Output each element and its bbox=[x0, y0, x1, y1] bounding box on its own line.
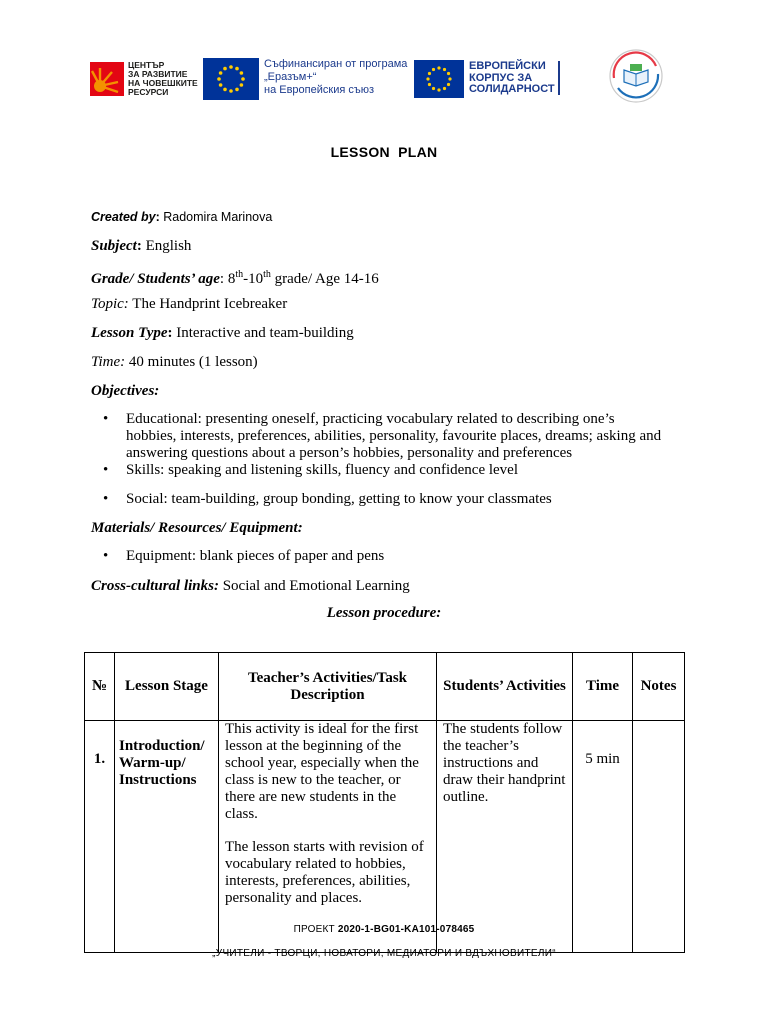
teacher-paragraph-2: The lesson starts with revision of vocabulary related to hobbies, interests, preferences, abilities, personality and places. bbox=[225, 839, 424, 906]
eu-star-icon bbox=[432, 87, 435, 90]
eu-star-icon bbox=[437, 88, 440, 91]
bullet-icon: • bbox=[103, 548, 109, 564]
footer-project-prefix: ПРОЕКТ bbox=[293, 924, 335, 935]
topic-value: The Handprint Icebreaker bbox=[132, 296, 288, 312]
row-notes bbox=[633, 721, 685, 953]
eu-cofunded-text bbox=[264, 58, 414, 97]
eu-star-icon bbox=[229, 89, 233, 93]
sun-icon bbox=[90, 62, 124, 96]
created-by-value: Radomira Marinova bbox=[163, 210, 273, 224]
procedure-title: Lesson procedure: bbox=[326, 605, 442, 621]
eu-star-icon bbox=[428, 72, 431, 75]
cross-cultural-value: Social and Emotional Learning bbox=[222, 578, 410, 594]
eu-star-icon bbox=[443, 68, 446, 71]
grade-to-sup: th bbox=[263, 269, 271, 280]
eu-cofunded-line-2: „Еразъм+“ bbox=[264, 71, 317, 83]
eu-star-icon bbox=[428, 83, 431, 86]
eu-star-icon bbox=[217, 77, 221, 81]
lesson-type-label: Lesson Type bbox=[91, 325, 168, 341]
esc-line-2: КОРПУС ЗА bbox=[469, 71, 533, 84]
grade-from-sup: th bbox=[235, 269, 244, 280]
eu-cofunded-line-1: Съфинансиран от програма bbox=[264, 58, 408, 70]
eu-star-icon bbox=[223, 67, 227, 71]
table-header-row bbox=[85, 653, 685, 721]
csr-line-1: ЦЕНТЪР bbox=[128, 60, 165, 70]
time-value: 40 minutes (1 lesson) bbox=[128, 354, 258, 370]
eu-star-icon bbox=[448, 77, 451, 80]
objective-social: Social: team-building, group bonding, getting to know your classmates bbox=[126, 491, 552, 507]
created-by-line: Created by: Radomira Marinova bbox=[91, 210, 273, 224]
lesson-type-value: Interactive and team-building bbox=[176, 325, 354, 341]
footer-project bbox=[0, 924, 768, 935]
esc-text bbox=[469, 61, 555, 96]
esc-flag-icon bbox=[414, 60, 464, 98]
eu-star-icon bbox=[241, 77, 245, 81]
csr-line-2: ЗА РАЗВИТИЕ bbox=[128, 69, 188, 79]
cross-cultural-label: Cross-cultural links: bbox=[91, 578, 219, 594]
csr-line-4: РЕСУРСИ bbox=[128, 87, 169, 97]
eu-star-icon bbox=[426, 77, 429, 80]
topic-line bbox=[91, 295, 287, 313]
eu-star-icon bbox=[235, 88, 239, 92]
esc-line-3: СОЛИДАРНОСТ bbox=[469, 83, 555, 95]
row-student-activities: The students follow the teacher’s instructions and draw their handprint outline. bbox=[437, 721, 573, 953]
subject-line: Subject: English bbox=[91, 238, 192, 254]
eu-star-icon bbox=[219, 71, 223, 75]
grade-label: Grade/ Students’ age bbox=[91, 271, 220, 287]
objective-educational: Educational: presenting oneself, practicing vocabulary related to describing one’s hobbies, interests, preferences, abilities, personality, favourite places, dreams; asking and answering questions about a person’s hobbies, personality and preferences bbox=[126, 411, 662, 461]
footer-project-code: 2020-1-BG01-KA101-078465 bbox=[337, 924, 475, 935]
csr-logo bbox=[90, 58, 202, 100]
created-by-label: Created by bbox=[91, 210, 156, 224]
footer-slogan: „УЧИТЕЛИ - ТВОРЦИ, НОВАТОРИ, МЕДИАТОРИ И ВДЪХНОВИТЕЛИ“ bbox=[212, 948, 556, 959]
bullet-icon: • bbox=[103, 411, 109, 427]
esc-divider bbox=[558, 61, 560, 95]
esc-line-1: ЕВРОПЕЙСКИ bbox=[469, 60, 546, 72]
col-header-notes: Notes bbox=[633, 653, 685, 721]
col-header-teacher: Teacher’s Activities/Task Description bbox=[219, 653, 437, 721]
time-line bbox=[91, 353, 258, 371]
eu-cofunded-line-3: на Европейския съюз bbox=[264, 84, 375, 96]
csr-logo-text bbox=[128, 61, 198, 97]
school-logo-icon bbox=[608, 48, 664, 104]
eu-flag-icon bbox=[203, 58, 259, 100]
eu-star-icon bbox=[447, 72, 450, 75]
col-header-students: Students’ Activities bbox=[437, 653, 573, 721]
grade-from: 8 bbox=[227, 271, 236, 287]
row-number: 1. bbox=[85, 721, 115, 953]
subject-label: Subject bbox=[91, 238, 137, 254]
topic-label: Topic: bbox=[91, 296, 129, 312]
bullet-icon: • bbox=[103, 462, 109, 478]
cross-cultural-line bbox=[91, 577, 410, 595]
materials-label: Materials/ Resources/ Equipment: bbox=[91, 520, 303, 536]
col-header-time: Time bbox=[573, 653, 633, 721]
row-stage: Introduction/ Warm-up/ Instructions bbox=[115, 721, 219, 953]
eu-star-icon bbox=[432, 68, 435, 71]
eu-star-icon bbox=[235, 67, 239, 71]
grade-to: 10 bbox=[248, 271, 264, 287]
col-header-number: № bbox=[85, 653, 115, 721]
grade-line: Grade/ Students’ age: 8th-10th grade/ Age 14-16 bbox=[91, 269, 379, 287]
table-row bbox=[85, 721, 685, 953]
time-label: Time: bbox=[91, 354, 126, 370]
page-title: LESSON PLAN bbox=[330, 144, 438, 160]
col-header-stage: Lesson Stage bbox=[115, 653, 219, 721]
objective-skills: Skills: speaking and listening skills, fluency and confidence level bbox=[126, 462, 518, 478]
eu-star-icon bbox=[219, 83, 223, 87]
subject-value: English bbox=[145, 238, 192, 254]
row-time: 5 min bbox=[573, 721, 633, 953]
eu-star-icon bbox=[437, 66, 440, 69]
lesson-table bbox=[84, 652, 685, 953]
grade-rest: grade/ Age 14-16 bbox=[270, 271, 379, 287]
eu-star-icon bbox=[223, 88, 227, 92]
eu-star-icon bbox=[229, 65, 233, 69]
teacher-paragraph-1: This activity is ideal for the first lesson at the beginning of the school year, especially when the class is new to the teacher, or there are new students in the class. bbox=[225, 721, 419, 822]
lesson-type-line: Lesson Type: Interactive and team-building bbox=[91, 325, 354, 341]
objectives-label: Objectives: bbox=[91, 383, 160, 399]
bullet-icon: • bbox=[103, 491, 109, 507]
eu-star-icon bbox=[240, 83, 244, 87]
eu-star-icon bbox=[447, 83, 450, 86]
materials-item: Equipment: blank pieces of paper and pens bbox=[126, 548, 385, 564]
csr-line-3: НА ЧОВЕШКИТЕ bbox=[128, 78, 198, 88]
eu-star-icon bbox=[240, 71, 244, 75]
eu-star-icon bbox=[443, 87, 446, 90]
row-teacher-activities bbox=[219, 721, 437, 953]
